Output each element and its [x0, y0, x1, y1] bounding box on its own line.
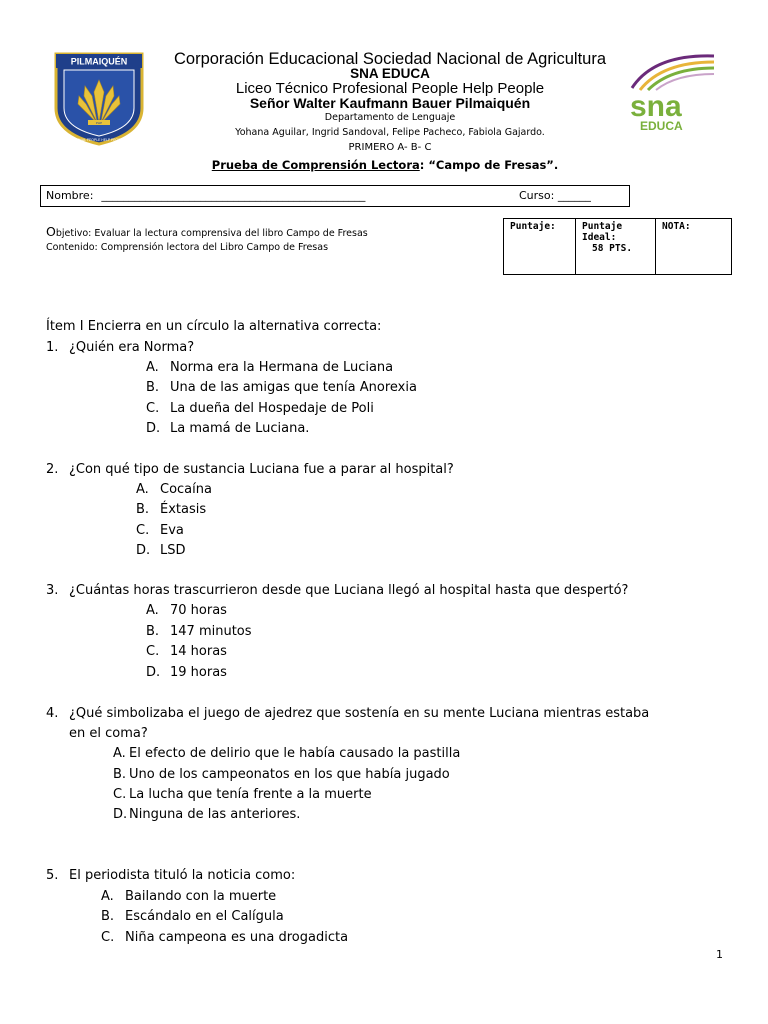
question-number: 4.: [46, 706, 59, 721]
curso-label: Curso:: [519, 189, 555, 202]
option-text: La dueña del Hospedaje de Poli: [170, 401, 374, 416]
option-letter: B.: [146, 624, 160, 639]
objective-text: bjetivo: Evaluar la lectura comprensiva del libro Campo de Fresas: [55, 228, 368, 239]
option-letter: D.: [146, 421, 161, 436]
question-text: ¿Cuántas horas trascurrieron desde que Luciana llegó al hospital hasta que despertó?: [69, 583, 629, 598]
option-letter: B.: [136, 502, 150, 517]
authors-label: Yohana Aguilar, Ingrid Sandoval, Felipe Pacheco, Fabiola Gajardo.: [235, 127, 545, 138]
question-text: ¿Qué simbolizaba el juego de ajedrez que sostenía en su mente Luciana mientras estaba: [69, 706, 650, 721]
test-title: [120, 158, 650, 172]
option-letter: B.: [101, 909, 115, 924]
option-text: 14 horas: [170, 644, 227, 659]
option-text: La mamá de Luciana.: [170, 421, 310, 436]
option-letter: D.: [136, 543, 151, 558]
q1-option-d[interactable]: [146, 420, 309, 437]
option-letter: A.: [136, 482, 149, 497]
student-name-box: [40, 185, 630, 207]
option-letter: B.: [113, 767, 127, 782]
option-letter: C.: [146, 401, 160, 416]
question-5: [46, 867, 295, 884]
name-field[interactable]: ________________________________________________: [101, 189, 366, 202]
option-text: LSD: [160, 543, 186, 558]
option-letter: A.: [113, 746, 126, 761]
question-text: ¿Quién era Norma?: [69, 340, 195, 355]
option-letter: C.: [136, 523, 150, 538]
question-number: 1.: [46, 340, 59, 355]
q3-option-d[interactable]: [146, 664, 227, 681]
school-title: Liceo Técnico Profesional People Help People: [235, 80, 545, 97]
option-text: Eva: [160, 523, 184, 538]
curso-group: [519, 186, 591, 206]
curso-field[interactable]: ______: [557, 189, 591, 202]
sna-educa-logo: [626, 52, 718, 134]
puntaje-label: Puntaje:: [510, 221, 556, 232]
test-book-title: : “Campo de Fresas”.: [419, 158, 559, 172]
nota-label: NOTA:: [662, 221, 691, 232]
q3-option-b[interactable]: [146, 623, 252, 640]
q5-option-b[interactable]: [101, 908, 284, 925]
puntaje-ideal-value: 58 PTS.: [592, 243, 633, 254]
option-text: Ninguna de las anteriores.: [129, 807, 301, 822]
q4-option-c[interactable]: [113, 786, 372, 803]
question-4-continuation: en el coma?: [69, 726, 148, 741]
q3-option-a[interactable]: [146, 602, 227, 619]
sna-logo-sub: EDUCA: [640, 119, 683, 133]
objective-initial: O: [46, 224, 56, 239]
q1-option-c[interactable]: [146, 400, 374, 417]
option-text: Éxtasis: [160, 502, 207, 517]
option-text: 19 horas: [170, 665, 227, 680]
founder-title: Señor Walter Kaufmann Bauer Pilmaiquén: [249, 95, 531, 111]
sna-logo-brand: sna: [630, 90, 682, 123]
question-number: 3.: [46, 583, 59, 598]
item-title: Ítem I Encierra en un círculo la alternativa correcta:: [46, 319, 382, 334]
content-line: Contenido: Comprensión lectora del Libro Campo de Fresas: [46, 242, 329, 253]
page-number: 1: [716, 948, 723, 961]
option-text: El efecto de delirio que le había causado la pastilla: [129, 746, 461, 761]
question-1: [46, 339, 194, 356]
q4-option-d[interactable]: [113, 806, 300, 823]
puntaje-cell[interactable]: [504, 219, 576, 275]
option-letter: D.: [113, 807, 128, 822]
option-text: Niña campeona es una drogadicta: [125, 930, 349, 945]
course-label: PRIMERO A- B- C: [348, 142, 432, 153]
option-text: Cocaína: [160, 482, 212, 497]
q2-option-d[interactable]: [136, 542, 186, 559]
q3-option-c[interactable]: [146, 643, 227, 660]
department-label: Departamento de Lenguaje: [324, 112, 456, 123]
option-letter: A.: [146, 603, 159, 618]
objective-line: [46, 224, 368, 239]
option-text: Uno de los campeonatos en los que había jugado: [129, 767, 450, 782]
shield-logo-name: PILMAIQUÉN: [70, 56, 128, 67]
option-text: La lucha que tenía frente a la muerte: [129, 787, 372, 802]
option-letter: C.: [113, 787, 127, 802]
q1-option-b[interactable]: [146, 379, 417, 396]
shield-logo-ring-text: LICEO TECNICO PROFESIONAL PEOPLE HELP PEOPLE WALTER KAUFMANN B.: [34, 138, 164, 142]
q1-option-a[interactable]: [146, 359, 393, 376]
q2-option-b[interactable]: [136, 501, 206, 518]
score-table: [503, 218, 732, 275]
option-letter: A.: [146, 360, 159, 375]
question-text: El periodista tituló la noticia como:: [69, 868, 296, 883]
option-letter: B.: [146, 380, 160, 395]
nota-cell[interactable]: [656, 219, 732, 275]
q2-option-c[interactable]: [136, 522, 184, 539]
option-text: 147 minutos: [170, 624, 252, 639]
question-number: 5.: [46, 868, 59, 883]
option-letter: D.: [146, 665, 161, 680]
option-text: Norma era la Hermana de Luciana: [170, 360, 394, 375]
puntaje-ideal-label-1: Puntaje: [582, 221, 623, 232]
option-letter: C.: [146, 644, 160, 659]
option-text: Bailando con la muerte: [125, 889, 277, 904]
puntaje-ideal-label-2: Ideal:: [582, 232, 617, 243]
option-text: Escándalo en el Calígula: [125, 909, 284, 924]
option-text: Una de las amigas que tenía Anorexia: [170, 380, 417, 395]
corporation-title: Corporación Educacional Sociedad Nacional de Agricultura: [173, 50, 606, 68]
q5-option-c[interactable]: [101, 929, 348, 946]
q4-option-b[interactable]: [113, 766, 450, 783]
test-label: Prueba de Comprensión Lectora: [211, 158, 420, 172]
question-2: [46, 461, 454, 478]
school-shield-logo: [34, 50, 164, 146]
option-letter: A.: [101, 889, 114, 904]
q4-option-a[interactable]: [113, 745, 460, 762]
question-3: [46, 582, 628, 599]
question-text: ¿Con qué tipo de sustancia Luciana fue a parar al hospital?: [69, 462, 454, 477]
puntaje-ideal-cell: [576, 219, 656, 275]
svg-text:PHP: PHP: [95, 121, 103, 125]
network-title: SNA EDUCA: [350, 66, 430, 81]
question-4: [46, 705, 649, 722]
question-number: 2.: [46, 462, 59, 477]
option-text: 70 horas: [170, 603, 227, 618]
q5-option-a[interactable]: [101, 888, 276, 905]
q2-option-a[interactable]: [136, 481, 212, 498]
option-letter: C.: [101, 930, 115, 945]
name-label: Nombre:: [46, 189, 94, 202]
